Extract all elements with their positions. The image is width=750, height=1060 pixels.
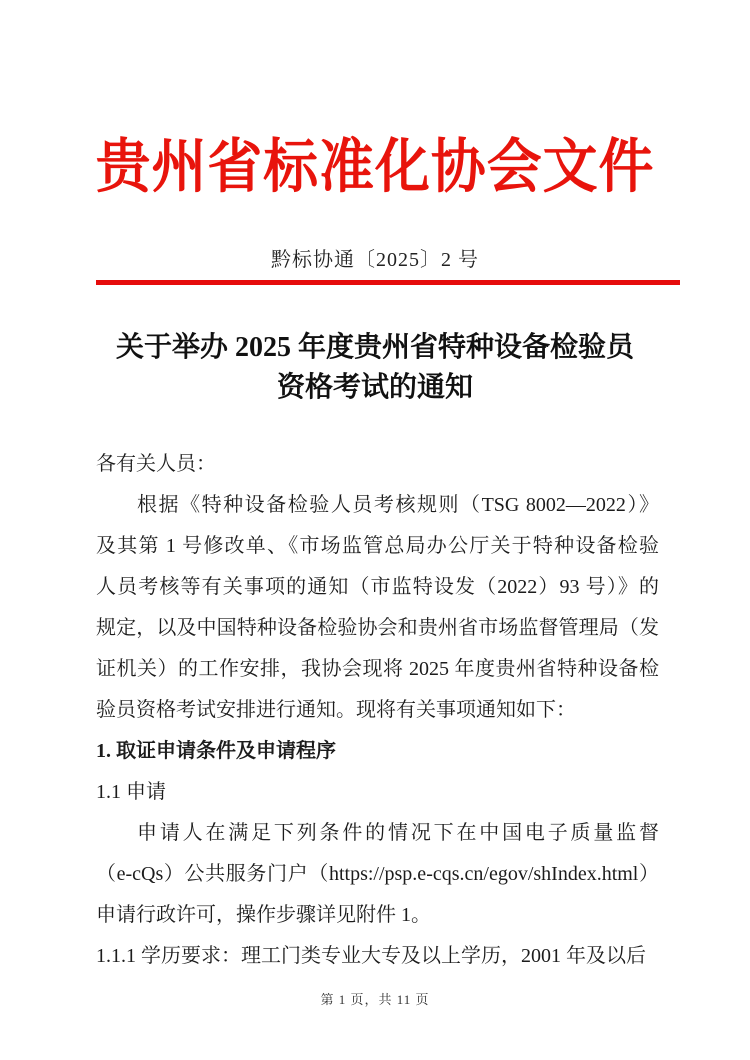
section-heading-1-1-1: 1.1.1 学历要求：理工门类专业大专及以上学历，2001 年及以后 [96, 945, 646, 967]
document-number: 黔标协通〔2025〕2 号 [271, 249, 479, 271]
body-line: 验员资格考试安排进行通知。现将有关事项通知如下： [96, 699, 576, 721]
body-line: 及其第 1 号修改单、《市场监管总局办公厅关于特种设备检验 [96, 535, 659, 557]
body-line: 规定，以及中国特种设备检验协会和贵州省市场监督管理局（发 [96, 617, 659, 639]
body-line-url: （e-cQs）公共服务门户（https://psp.e-cqs.cn/egov/shIndex.html） [96, 863, 659, 885]
body-line: 根据《特种设备检验人员考核规则（TSG 8002—2022）》 [137, 494, 659, 516]
notice-title-line2: 资格考试的通知 [276, 372, 473, 403]
notice-title [0, 328, 750, 408]
body-line: 申请人在满足下列条件的情况下在中国电子质量监督 [137, 822, 659, 844]
red-divider-line [96, 280, 680, 285]
section-heading-1-1: 1.1 申请 [96, 781, 166, 803]
notice-body [96, 444, 659, 977]
page-number-indicator: 第 1 页，共 11 页 [320, 992, 430, 1007]
body-line: 申请行政许可，操作步骤详见附件 1。 [96, 904, 431, 926]
notice-title-line1: 关于举办 2025 年度贵州省特种设备检验员 [115, 332, 634, 363]
body-line: 证机关）的工作安排，我协会现将 2025 年度贵州省特种设备检 [96, 658, 659, 680]
section-heading-1: 1. 取证申请条件及申请程序 [96, 740, 336, 762]
body-line-salutation: 各有关人员： [96, 453, 216, 475]
body-line: 人员考核等有关事项的通知（市监特设发（2022）93 号）》的 [96, 576, 659, 598]
document-header-title: 贵州省标准化协会文件 [95, 135, 655, 201]
